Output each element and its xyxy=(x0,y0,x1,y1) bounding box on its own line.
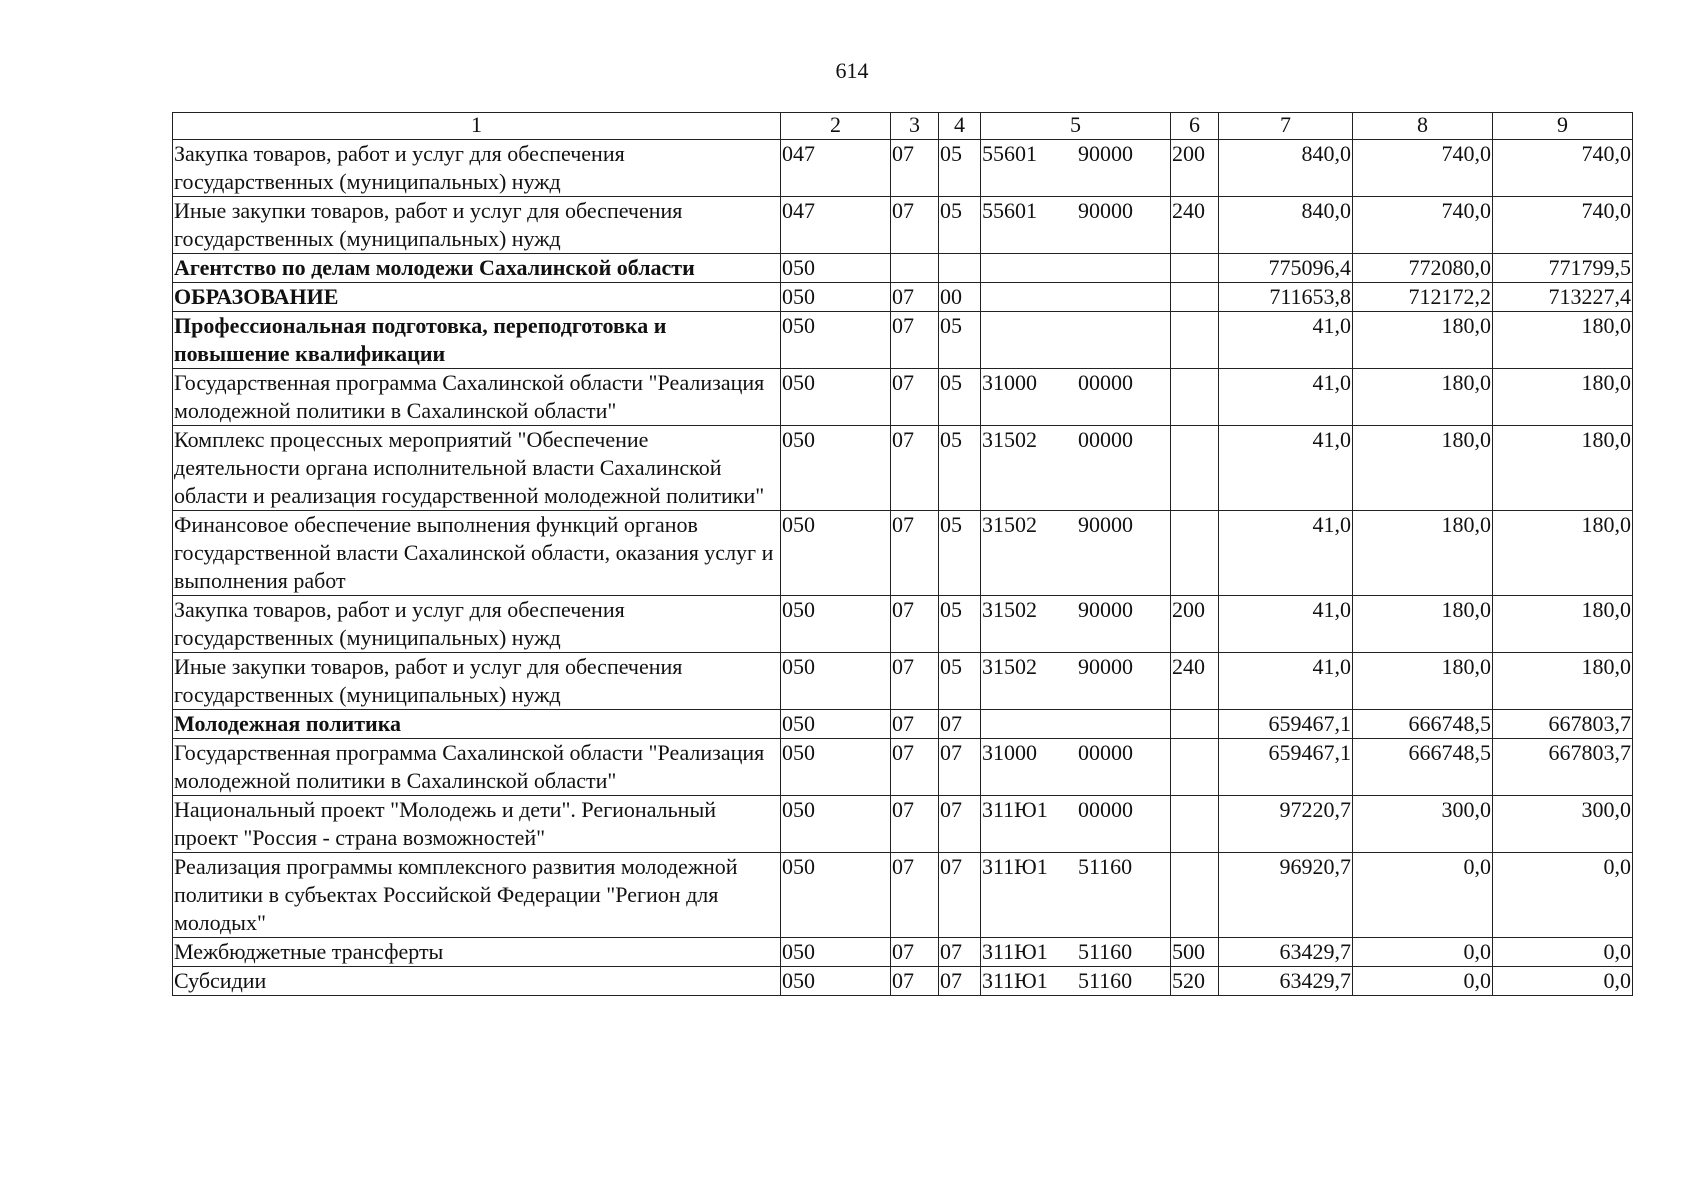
row-subsection-cell: 07 xyxy=(939,938,981,967)
row-program-cell xyxy=(981,197,1171,254)
row-amount-col8: 712172,2 xyxy=(1353,283,1493,312)
row-name-cell: Агентство по делам молодежи Сахалинской области xyxy=(173,254,781,283)
row-amount-col7: 41,0 xyxy=(1219,653,1353,710)
row-section-cell: 07 xyxy=(891,596,939,653)
row-section-cell: 07 xyxy=(891,710,939,739)
table-row xyxy=(173,426,1633,511)
direction-code-part: 00000 xyxy=(1078,427,1133,452)
row-section-cell: 07 xyxy=(891,739,939,796)
row-amount-col8: 180,0 xyxy=(1353,511,1493,596)
row-code-cell: 050 xyxy=(781,710,891,739)
row-expense-type-cell: 200 xyxy=(1171,140,1219,197)
row-code-cell: 050 xyxy=(781,254,891,283)
direction-code-part: 51160 xyxy=(1078,968,1133,993)
row-amount-col9: 740,0 xyxy=(1493,140,1633,197)
row-program-cell xyxy=(981,254,1171,283)
direction-code-part: 90000 xyxy=(1078,597,1133,622)
header-cell: 8 xyxy=(1353,113,1493,140)
row-expense-type-cell xyxy=(1171,710,1219,739)
row-expense-type-cell xyxy=(1171,312,1219,369)
table-body xyxy=(173,140,1633,996)
row-amount-col7: 96920,7 xyxy=(1219,853,1353,938)
table-row xyxy=(173,254,1633,283)
row-code-cell: 050 xyxy=(781,596,891,653)
row-amount-col9: 713227,4 xyxy=(1493,283,1633,312)
program-code-part: 31502 xyxy=(982,597,1037,622)
row-name-cell: ОБРАЗОВАНИЕ xyxy=(173,283,781,312)
row-amount-col8: 180,0 xyxy=(1353,369,1493,426)
program-code-part: 311Ю1 xyxy=(982,939,1048,964)
budget-table xyxy=(172,112,1633,996)
row-program-cell xyxy=(981,312,1171,369)
program-code-part: 55601 xyxy=(982,141,1037,166)
row-amount-col8: 740,0 xyxy=(1353,197,1493,254)
row-amount-col9: 740,0 xyxy=(1493,197,1633,254)
row-name-cell: Государственная программа Сахалинской области "Реализация молодежной политики в Сахалинской области" xyxy=(173,369,781,426)
row-expense-type-cell xyxy=(1171,426,1219,511)
program-code-part: 311Ю1 xyxy=(982,854,1048,879)
row-expense-type-cell xyxy=(1171,254,1219,283)
row-amount-col9: 180,0 xyxy=(1493,653,1633,710)
row-amount-col7: 775096,4 xyxy=(1219,254,1353,283)
row-amount-col7: 41,0 xyxy=(1219,426,1353,511)
row-program-cell xyxy=(981,426,1171,511)
table-row xyxy=(173,596,1633,653)
header-cell: 2 xyxy=(781,113,891,140)
row-subsection-cell: 05 xyxy=(939,426,981,511)
row-amount-col8: 180,0 xyxy=(1353,596,1493,653)
row-subsection-cell: 07 xyxy=(939,853,981,938)
row-name-cell: Иные закупки товаров, работ и услуг для обеспечения государственных (муниципальных) нужд xyxy=(173,653,781,710)
table-row xyxy=(173,197,1633,254)
row-section-cell: 07 xyxy=(891,653,939,710)
row-name-cell: Закупка товаров, работ и услуг для обеспечения государственных (муниципальных) нужд xyxy=(173,596,781,653)
page-number: 614 xyxy=(835,58,869,83)
row-code-cell: 050 xyxy=(781,796,891,853)
row-amount-col9: 771799,5 xyxy=(1493,254,1633,283)
row-expense-type-cell: 200 xyxy=(1171,596,1219,653)
row-subsection-cell: 07 xyxy=(939,796,981,853)
row-subsection-cell: 05 xyxy=(939,511,981,596)
row-amount-col7: 659467,1 xyxy=(1219,710,1353,739)
row-subsection-cell: 07 xyxy=(939,739,981,796)
header-cell: 1 xyxy=(173,113,781,140)
program-code-part: 31502 xyxy=(982,654,1037,679)
table-row xyxy=(173,369,1633,426)
table-row xyxy=(173,967,1633,996)
row-program-cell xyxy=(981,140,1171,197)
table-row xyxy=(173,739,1633,796)
row-amount-col7: 41,0 xyxy=(1219,596,1353,653)
direction-code-part: 51160 xyxy=(1078,939,1133,964)
row-code-cell: 050 xyxy=(781,967,891,996)
table-row xyxy=(173,653,1633,710)
table-row xyxy=(173,140,1633,197)
row-program-cell xyxy=(981,853,1171,938)
row-name-cell: Закупка товаров, работ и услуг для обеспечения государственных (муниципальных) нужд xyxy=(173,140,781,197)
table-row xyxy=(173,710,1633,739)
row-amount-col7: 840,0 xyxy=(1219,140,1353,197)
row-amount-col7: 840,0 xyxy=(1219,197,1353,254)
row-code-cell: 050 xyxy=(781,369,891,426)
row-section-cell: 07 xyxy=(891,967,939,996)
row-amount-col8: 180,0 xyxy=(1353,312,1493,369)
row-expense-type-cell xyxy=(1171,796,1219,853)
row-code-cell: 050 xyxy=(781,653,891,710)
row-expense-type-cell: 240 xyxy=(1171,197,1219,254)
row-expense-type-cell: 520 xyxy=(1171,967,1219,996)
row-amount-col9: 180,0 xyxy=(1493,596,1633,653)
row-amount-col7: 63429,7 xyxy=(1219,938,1353,967)
direction-code-part: 90000 xyxy=(1078,654,1133,679)
row-section-cell: 07 xyxy=(891,197,939,254)
direction-code-part: 00000 xyxy=(1078,797,1133,822)
row-amount-col9: 180,0 xyxy=(1493,369,1633,426)
row-program-cell xyxy=(981,283,1171,312)
row-section-cell: 07 xyxy=(891,312,939,369)
row-expense-type-cell xyxy=(1171,369,1219,426)
row-amount-col7: 41,0 xyxy=(1219,511,1353,596)
row-section-cell: 07 xyxy=(891,426,939,511)
row-amount-col7: 63429,7 xyxy=(1219,967,1353,996)
row-amount-col7: 97220,7 xyxy=(1219,796,1353,853)
row-section-cell: 07 xyxy=(891,140,939,197)
table-row xyxy=(173,283,1633,312)
row-amount-col8: 180,0 xyxy=(1353,426,1493,511)
row-name-cell: Молодежная политика xyxy=(173,710,781,739)
row-expense-type-cell xyxy=(1171,739,1219,796)
row-program-cell xyxy=(981,796,1171,853)
row-name-cell: Межбюджетные трансферты xyxy=(173,938,781,967)
table-row xyxy=(173,312,1633,369)
row-subsection-cell: 00 xyxy=(939,283,981,312)
row-program-cell xyxy=(981,369,1171,426)
row-amount-col9: 180,0 xyxy=(1493,511,1633,596)
header-cell: 7 xyxy=(1219,113,1353,140)
row-code-cell: 047 xyxy=(781,197,891,254)
row-name-cell: Реализация программы комплексного развития молодежной политики в субъектах Российской Федерации "Регион для молодых" xyxy=(173,853,781,938)
row-name-cell: Финансовое обеспечение выполнения функций органов государственной власти Сахалинской области, оказания услуг и выполнения работ xyxy=(173,511,781,596)
row-amount-col8: 666748,5 xyxy=(1353,739,1493,796)
header-row xyxy=(173,113,1633,140)
row-subsection-cell: 07 xyxy=(939,967,981,996)
row-amount-col8: 0,0 xyxy=(1353,853,1493,938)
header-cell: 9 xyxy=(1493,113,1633,140)
row-amount-col9: 0,0 xyxy=(1493,938,1633,967)
row-amount-col9: 300,0 xyxy=(1493,796,1633,853)
row-amount-col7: 711653,8 xyxy=(1219,283,1353,312)
row-program-cell xyxy=(981,653,1171,710)
row-subsection-cell: 05 xyxy=(939,312,981,369)
direction-code-part: 51160 xyxy=(1078,854,1133,879)
row-amount-col9: 180,0 xyxy=(1493,312,1633,369)
row-subsection-cell: 05 xyxy=(939,653,981,710)
row-program-cell xyxy=(981,938,1171,967)
row-amount-col9: 667803,7 xyxy=(1493,710,1633,739)
row-section-cell: 07 xyxy=(891,853,939,938)
row-subsection-cell: 05 xyxy=(939,140,981,197)
header-cell: 6 xyxy=(1171,113,1219,140)
row-code-cell: 050 xyxy=(781,739,891,796)
direction-code-part: 90000 xyxy=(1078,512,1133,537)
row-subsection-cell xyxy=(939,254,981,283)
row-section-cell: 07 xyxy=(891,369,939,426)
row-expense-type-cell xyxy=(1171,853,1219,938)
row-section-cell: 07 xyxy=(891,938,939,967)
row-amount-col8: 0,0 xyxy=(1353,967,1493,996)
row-program-cell xyxy=(981,739,1171,796)
row-expense-type-cell xyxy=(1171,511,1219,596)
row-amount-col7: 41,0 xyxy=(1219,369,1353,426)
row-name-cell: Профессиональная подготовка, переподготовка и повышение квалификации xyxy=(173,312,781,369)
row-amount-col8: 300,0 xyxy=(1353,796,1493,853)
row-amount-col8: 666748,5 xyxy=(1353,710,1493,739)
program-code-part: 55601 xyxy=(982,198,1037,223)
row-expense-type-cell xyxy=(1171,283,1219,312)
row-amount-col7: 659467,1 xyxy=(1219,739,1353,796)
row-code-cell: 050 xyxy=(781,426,891,511)
row-program-cell xyxy=(981,511,1171,596)
row-name-cell: Субсидии xyxy=(173,967,781,996)
row-name-cell: Комплекс процессных мероприятий "Обеспечение деятельности органа исполнительной власти Сахалинской области и реализация государственной молодежной политики" xyxy=(173,426,781,511)
row-amount-col8: 772080,0 xyxy=(1353,254,1493,283)
row-code-cell: 050 xyxy=(781,312,891,369)
row-section-cell xyxy=(891,254,939,283)
row-section-cell: 07 xyxy=(891,796,939,853)
table-row xyxy=(173,853,1633,938)
header-cell: 3 xyxy=(891,113,939,140)
row-code-cell: 050 xyxy=(781,853,891,938)
row-section-cell: 07 xyxy=(891,511,939,596)
row-amount-col9: 667803,7 xyxy=(1493,739,1633,796)
direction-code-part: 00000 xyxy=(1078,740,1133,765)
row-amount-col7: 41,0 xyxy=(1219,312,1353,369)
direction-code-part: 90000 xyxy=(1078,198,1133,223)
row-subsection-cell: 05 xyxy=(939,369,981,426)
program-code-part: 31502 xyxy=(982,427,1037,452)
row-amount-col9: 0,0 xyxy=(1493,853,1633,938)
program-code-part: 311Ю1 xyxy=(982,797,1048,822)
row-name-cell: Иные закупки товаров, работ и услуг для обеспечения государственных (муниципальных) нужд xyxy=(173,197,781,254)
row-subsection-cell: 05 xyxy=(939,197,981,254)
program-code-part: 311Ю1 xyxy=(982,968,1048,993)
program-code-part: 31502 xyxy=(982,512,1037,537)
row-code-cell: 047 xyxy=(781,140,891,197)
direction-code-part: 00000 xyxy=(1078,370,1133,395)
row-code-cell: 050 xyxy=(781,511,891,596)
row-code-cell: 050 xyxy=(781,283,891,312)
direction-code-part: 90000 xyxy=(1078,141,1133,166)
row-program-cell xyxy=(981,967,1171,996)
row-program-cell xyxy=(981,596,1171,653)
header-cell: 5 xyxy=(981,113,1171,140)
row-amount-col9: 180,0 xyxy=(1493,426,1633,511)
row-expense-type-cell: 500 xyxy=(1171,938,1219,967)
row-name-cell: Национальный проект "Молодежь и дети". Региональный проект "Россия - страна возможностей" xyxy=(173,796,781,853)
table-row xyxy=(173,511,1633,596)
table-row xyxy=(173,796,1633,853)
row-name-cell: Государственная программа Сахалинской области "Реализация молодежной политики в Сахалинской области" xyxy=(173,739,781,796)
header-cell: 4 xyxy=(939,113,981,140)
program-code-part: 31000 xyxy=(982,740,1037,765)
row-amount-col9: 0,0 xyxy=(1493,967,1633,996)
row-program-cell xyxy=(981,710,1171,739)
row-code-cell: 050 xyxy=(781,938,891,967)
row-subsection-cell: 07 xyxy=(939,710,981,739)
row-expense-type-cell: 240 xyxy=(1171,653,1219,710)
program-code-part: 31000 xyxy=(982,370,1037,395)
row-amount-col8: 0,0 xyxy=(1353,938,1493,967)
row-section-cell: 07 xyxy=(891,283,939,312)
table-row xyxy=(173,938,1633,967)
row-subsection-cell: 05 xyxy=(939,596,981,653)
row-amount-col8: 740,0 xyxy=(1353,140,1493,197)
row-amount-col8: 180,0 xyxy=(1353,653,1493,710)
